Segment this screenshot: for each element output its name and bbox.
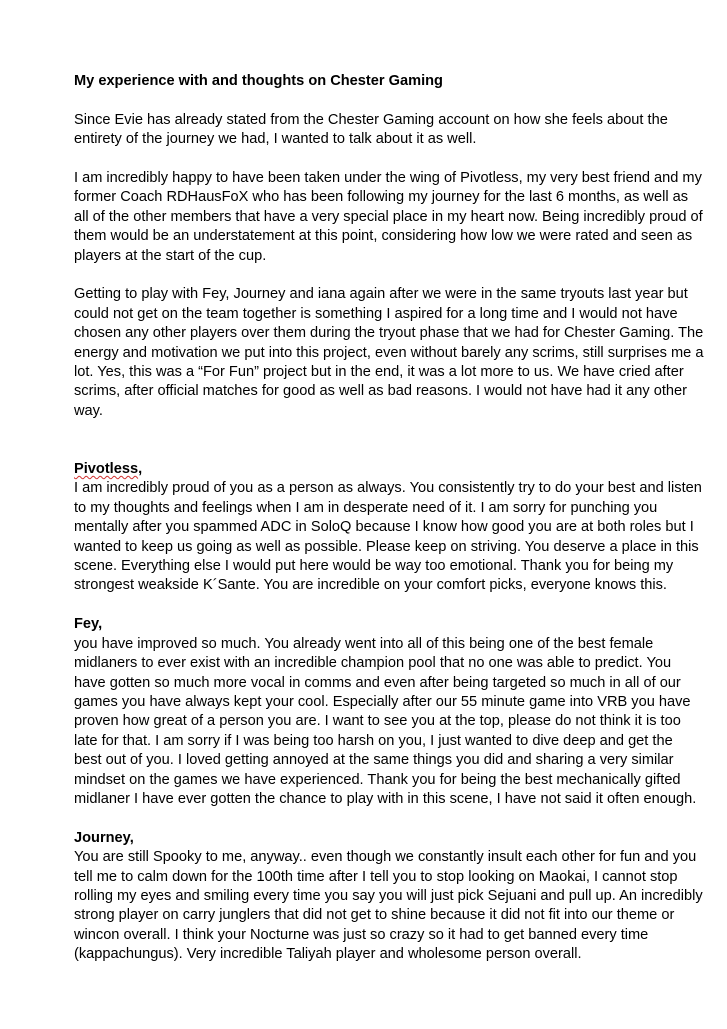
section-heading [74, 829, 704, 848]
paragraph-team: Getting to play with Fey, Journey and iana again after we were in the same tryouts last year but could not get on the team together is something I aspired for a long time and I would not have chosen any other players over them during the tryout phase that we had for Chester Gaming. The energy and motivation we put into this project, even without barely any scrims, still surprises me a lot. Yes, this was a “For Fun” project but in the end, it was a lot more to us. We have cried after scrims, after official matches for good as well as bad reasons. I would not have had it any other way. [74, 286, 704, 419]
section-pivotless [74, 460, 704, 596]
section-heading-name: Fey [74, 616, 99, 633]
section-body: I am incredibly proud of you as a person as always. You consistently try to do your best and listen to my thoughts and feelings when I am in desperate need of it. I am sorry for punching you mentally after you spammed ADC in SoloQ because I know how good you are at both roles but I wanted to keep us going as well as possible. Please keep on striving. You deserve a place in this scene. Everything else I would put here would be way too emotional. Thank you for being my strongest weakside K´Sante. You are incredible on your comfort picks, everyone knows this. [74, 480, 702, 594]
section-heading-punct: , [98, 616, 103, 633]
document-page [74, 72, 704, 965]
paragraph-intro: Since Evie has already stated from the Chester Gaming account on how she feels about the entirety of the journey we had, I wanted to talk about it as well. [74, 111, 668, 148]
section-heading-punct: , [129, 829, 134, 846]
section-fey [74, 615, 704, 809]
section-body: you have improved so much. You already went into all of this being one of the best female midlaners to ever exist with an incredible champion pool that no one was able to predict. You have gotten so much more vocal in comms and even after being targeted so much in all of our games you have always kept your cool. Especially after our 55 minute game into VRB you have proven how great of a person you are. I want to see you at the top, please do not think it is too late for that. I am sorry if I was being too harsh on you, I just wanted to dive deep and get the best out of you. I loved getting annoyed at the same things you did and sharing a very similar mindset on the games we have experienced. Thank you for being the best mechanically gifted midlaner I have ever gotten the chance to play with in this scene, I have not said it often enough. [74, 635, 697, 807]
section-heading [74, 460, 704, 479]
section-heading-name: Pivotless [74, 461, 139, 478]
document-title: My experience with and thoughts on Chester Gaming [74, 73, 443, 89]
section-heading-name: Journey [74, 829, 130, 846]
paragraph-gratitude: I am incredibly happy to have been taken under the wing of Pivotless, my very best friend and my former Coach RDHausFoX who has been following my journey for the last 6 months, as well as all of the other members that have a very special place in my heart now. Being incredibly proud of them would be an understatement at this point, considering how low we were rated and seen as players at the start of the cup. [74, 170, 703, 264]
section-heading-punct: , [138, 461, 143, 478]
section-journey [74, 829, 704, 965]
section-heading [74, 615, 704, 634]
blank-line [74, 441, 704, 460]
section-body: You are still Spooky to me, anyway.. even though we constantly insult each other for fun and you tell me to calm down for the 100th time after I tell you to stop looking on Maokai, I cannot stop rolling my eyes and smiling every time you say you will just pick Sejuani and pull up. An incredibly strong player on carry junglers that did not get to shine because it did not fit into our theme or wincon overall. I think your Nocturne was just so crazy so it had to get banned every time (kappachungus). Very incredible Taliyah player and wholesome person overall. [74, 849, 703, 963]
